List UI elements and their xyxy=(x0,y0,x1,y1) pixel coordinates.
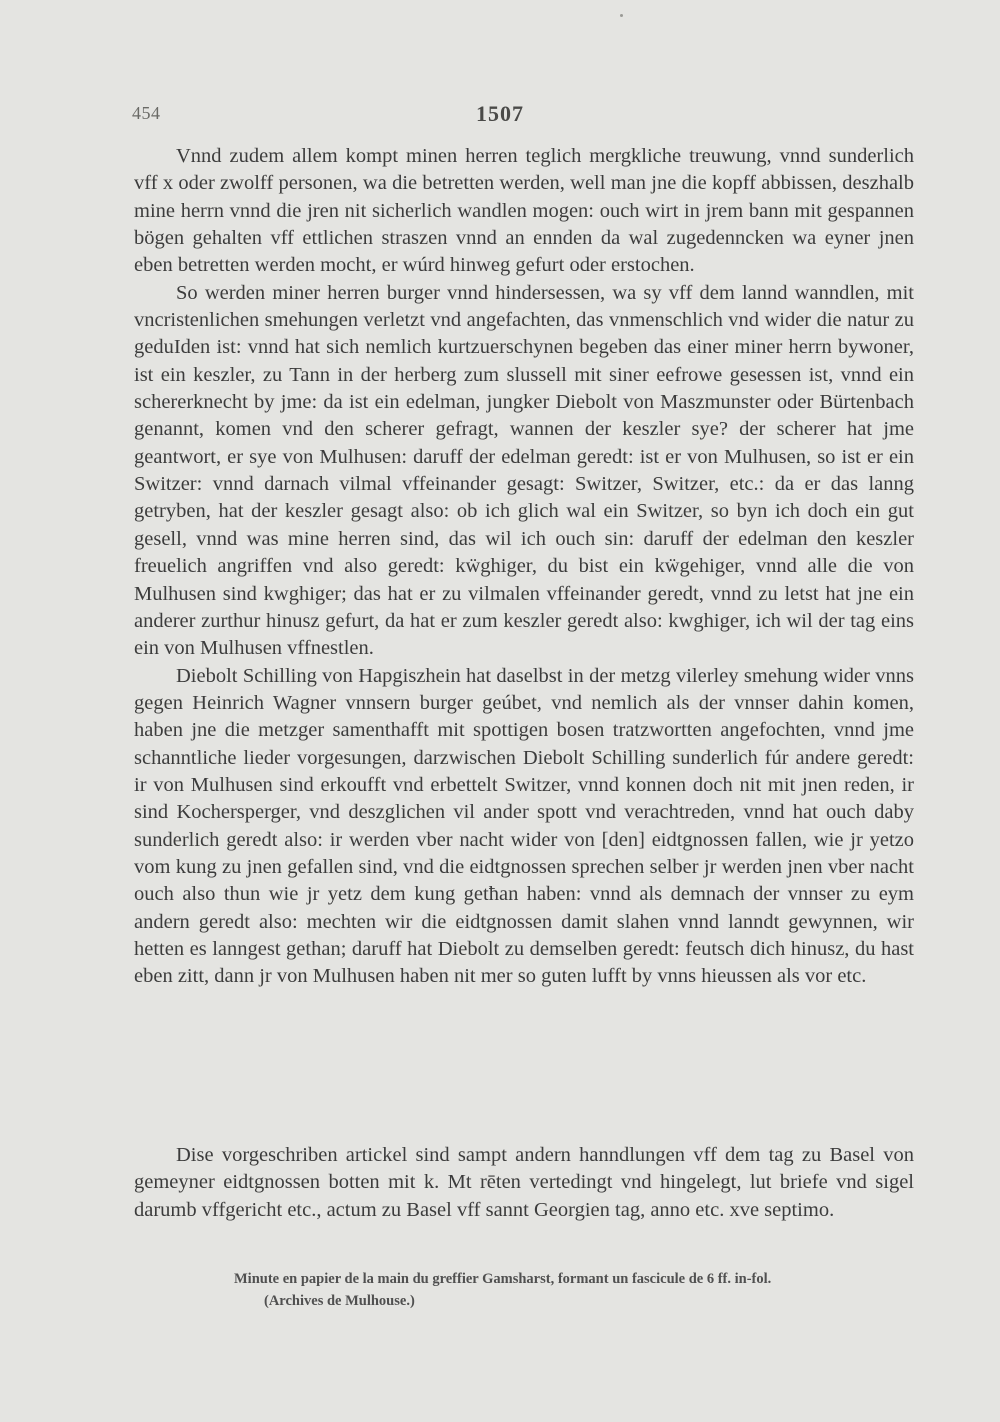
main-text xyxy=(134,143,914,991)
page-number: 454 xyxy=(132,103,161,123)
paper-speck xyxy=(620,14,623,17)
source-note-line: Minute en papier de la main du greffier Gamsharst, formant un fascicule de 6 ff. in-fol. xyxy=(234,1271,772,1287)
paragraph: Dise vorgeschriben artickel sind sampt andern hanndlungen vff dem tag zu Basel von gemeyner eidtgnossen botten mit k. Mt rēten vertedingt vnd hingelegt, lut briefe vnd sigel darumb vffgericht etc., actum zu Basel vff sannt Georgien tag, anno etc. xve septimo. xyxy=(134,1144,914,1221)
source-note-archive: (Archives de Mulhouse.) xyxy=(264,1293,415,1309)
closing-paragraph xyxy=(134,1142,914,1224)
paragraph: So werden miner herren burger vnnd hindersessen, wa sy vff dem lannd wanndlen, mit vncristenlichen smehungen verletzt vnd angefachten, das vnmenschlich vnd wider die natur zu geduIden ist: vnnd hat sich nemlich kurtzuerschynen begeben das einer miner herrn bywoner, ist ein keszler, zu Tann in der herberg zum slussell mit siner eefrowe gesessen ist, vnnd ein schererknecht by jme: da ist ein edelman, jungker Diebolt von Maszmunster oder Bürtenbach genannt, komen vnd den scherer gefragt, wannen der keszler sye? der scherer hat jme geantwort, er sye von Mulhusen: daruff der edelman geredt: ist er von Mulhusen, so ist er ein Switzer: vnnd darnach vilmal vffeinander gesagt: Switzer, Switzer, etc.: da er das lanng getryben, hat der keszler gesagt also: ob ich glich wal ein Switzer, so byn ich doch ein gut gesell, vnnd was mine herren sind, das wil ich ouch sin: daruff der edelman den keszler freuelich angriffen vnd also geredt: kẅghiger, du bist ein kẅgehiger, vnnd alle die von Mulhusen sind kwghiger; das hat er zu vilmalen vffeinander geredt, vnnd zu letst hat jne ein anderer zurthur hinusz gefurt, da hat er zum keszler geredt also: kwghiger, ich wil der tag eins ein von Mulhusen vffnestlen. xyxy=(134,281,914,660)
paragraph: Diebolt Schilling von Hapgiszhein hat daselbst in der metzg vilerley smehung wider vnns gegen Heinrich Wagner vnnsern burger geúbet, vnd nemlich als der vnnser dahin komen, haben jne die metzger samenthafft mit spottigen bosen tratzwortten angefochten, vnnd jme schanntliche lieder vorgesungen, darzwischen Diebolt Schilling sunderlich fúr andere geredt: ir von Mulhusen sind erkoufft vnd erbettelt Switzer, vnnd konnen doch nit mit jnen reden, ir sind Kochersperger, vnd deszglichen vil ander spott vnd verachtreden, vnnd hat ouch daby sunderlich geredt also: ir werden vber nacht wider von [den] eidtgnossen fallen, wie jr yetzo vom kung zu jnen gefallen sind, vnd die eidtgnossen sprechen selber jr werden jnen vber nacht ouch also thun wie jr yetz dem kung getħan haben: vnnd als demnach der vnnser zu eym andern geredt also: mechten wir die eidtgnossen damit slahen vnnd lanndt gewynnen, wir hetten es lanngest gethan; daruff hat Diebolt zu demselben geredt: feutsch dich hinusz, du hast eben zitt, dann jr von Mulhusen haben nit mer so guten lufft by vnns hieussen als vor etc. xyxy=(134,664,914,988)
paragraph: Vnnd zudem allem kompt minen herren teglich mergkliche treuwung, vnnd sunderlich vff x oder zwolff personen, wa die betretten werden, well man jne die kopff abbissen, deszhalb mine herrn vnnd die jren nit sicherlich wandlen mogen: ouch wirt in jrem bann mit gespannen bögen gehalten vff ettlichen straszen vnnd an ennden da wal zugedenncken wa eyner jnen eben betretten werden mocht, er wúrd hinweg gefurt oder erstochen. xyxy=(134,145,914,277)
source-note xyxy=(234,1268,924,1312)
running-head-year: 1507 xyxy=(476,101,524,126)
